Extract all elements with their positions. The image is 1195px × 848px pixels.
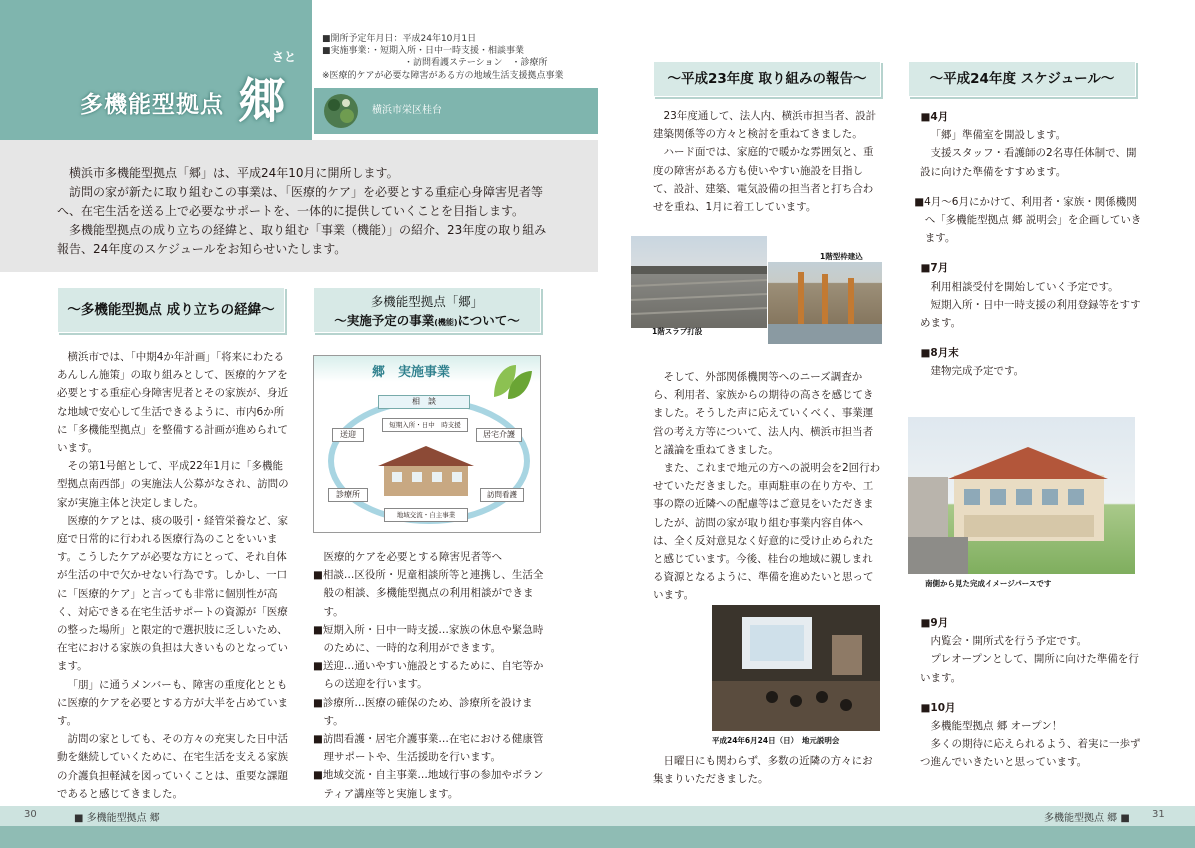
construction-photo-slab	[631, 236, 767, 328]
history-text	[57, 348, 289, 803]
meeting-photo-icon	[712, 605, 880, 731]
schedule-body: 多機能型拠点 郷 オープン！	[930, 720, 1063, 733]
info-opening-date: ■開所予定年月日：平成24年10月1日	[322, 34, 477, 44]
schedule-heading: ■4月～6月にかけて、利用者・家族・関係機関へ「多機能型拠点 郷 説明会」を企画していきます。	[914, 195, 1142, 245]
schedule-a	[910, 108, 1142, 381]
history-para: 医療的ケアとは、痰の吸引・経管栄養など、家庭で日常的に行われる医療行為のことをいいます。こうしたケアが必要な方にとって、それ自体が生活の中で欠かせない行為です。しかし、一口に「医療的ケア」と言っても非常に個別性が高く、対応できる在宅生活サポートの資源が「医療の整った場所」と限定的で選択肢に乏しいため、在宅における家族の負担は大きいものとなっています。	[57, 514, 288, 673]
services-heading-line2: ～実施予定の事業(機能)について～	[334, 313, 520, 328]
construction-photo-formwork	[768, 262, 882, 344]
page-title: 多機能型拠点	[80, 92, 224, 118]
construction-photo-slab-icon	[631, 236, 767, 328]
schedule-body: プレオープンとして、開所に向けた準備を行います。	[920, 653, 1139, 684]
photo-caption-slab: 1階スラブ打設	[652, 327, 703, 336]
construction-photo-formwork-icon	[768, 262, 882, 344]
schedule-body: 支援スタッフ・看護師の2名専任体制で、開設に向けた準備をすすめます。	[920, 147, 1137, 178]
schedule-heading: ■9月	[920, 617, 949, 629]
report-para: 23年度通して、法人内、横浜市担当者、設計建築関係等の方々と検討を重ねてきました。	[653, 110, 877, 141]
diagram-nursing: 訪問看護	[480, 488, 524, 502]
service-item: ■地域交流・自主事業…地域行事の参加やボランティア講座等と実施します。	[313, 769, 544, 800]
intro-text	[57, 164, 557, 259]
section-heading-report: ～平成23年度 取り組みの報告～	[653, 61, 881, 97]
info-services-cont: ・訪問看護ステーション ・診療所	[404, 58, 548, 68]
service-item: ■訪問看護・居宅介護事業…在宅における健康管理サポートや、生活援助を行います。	[313, 733, 544, 764]
diagram-title: 郷 実施事業	[372, 365, 451, 380]
title-ruby: さと	[272, 50, 297, 64]
building-render-icon	[908, 417, 1135, 574]
services-diagram	[313, 355, 541, 533]
schedule-heading: ■8月末	[920, 347, 959, 360]
history-para: その第1号館として、平成22年1月に「多機能型拠点南西部」の実施法人公募がなされ、訪問の家が実施主体と決定しました。	[57, 460, 289, 509]
meeting-caption: 平成24年6月24日（日） 地元説明会	[712, 736, 840, 745]
section-heading-history: ～多機能型拠点 成り立ちの経緯～	[57, 287, 285, 333]
report-text-b	[653, 368, 883, 605]
footer-title-left: ■ 多機能型拠点 郷	[74, 813, 160, 824]
diagram-short-stay: 短期入所・日中 時支援	[382, 418, 468, 432]
page-number-left: 30	[24, 809, 37, 820]
schedule-body: 「郷」準備室を開設します。	[930, 129, 1067, 142]
history-para: 「朋」に通うメンバーも、障害の重度化とともに医療的ケアを必要とする方が大半を占めています。	[57, 678, 288, 728]
history-para: 横浜市では、「中期4か年計画」「将来にわたるあんしん施策」の取り組みとして、医療的ケアを必要とする重症心身障害児者とその家族が、身近な地域で安心して生活できるように、市内6か所に「多機能型拠点」を整備する計画が進められています。	[57, 351, 288, 455]
diagram-home-care: 居宅介護	[476, 428, 522, 442]
building-icon	[378, 442, 474, 498]
report-text-c	[653, 752, 883, 788]
location-label: 横浜市栄区桂台	[372, 105, 442, 116]
intro-para: 訪問の家が新たに取り組むこの事業は、「医療的ケア」を必要とする重症心身障害児者等へ、在宅生活を送る上で必要なサポートを、一体的に提供していくことを目指します。	[57, 185, 544, 218]
building-render	[908, 417, 1135, 574]
report-para: ハード面では、家庭的で暖かな雰囲気と、重度の障害がある方も使いやすい施設を目指して、設計、建築、電気設備の担当者と打ち合わせを重ね、1月に着工しています。	[653, 146, 874, 214]
report-para: また、これまで地元の方への説明会を2回行わせていただきました。車両駐車の在り方や、工事の際の近隣への配慮等はご意見をいただきましたが、訪問の家が取り組む事業内容自体へは、全く反対意見なく好意的に受け止められたと感じています。今後、桂台の地域に親しまれる資源となるように、準備を進めたいと思っています。	[653, 462, 881, 602]
schedule-body: 短期入所・日中一時支援の利用登録等をすすめます。	[920, 298, 1141, 330]
diagram-community: 地域交流・自主事業	[384, 508, 468, 522]
meeting-photo	[712, 605, 880, 731]
schedule-heading: ■7月	[920, 262, 949, 275]
schedule-body: 利用相談受付を開始していく予定です。	[930, 280, 1119, 293]
services-lead: 医療的ケアを必要とする障害児者等へ	[323, 551, 502, 563]
service-item: ■診療所…医療の確保のため、診療所を設けます。	[313, 696, 533, 727]
photo-caption-formwork: 1階型枠建込	[820, 252, 863, 261]
render-caption: 南側から見た完成イメージパースです	[925, 579, 1052, 588]
service-item: ■送迎…通いやすい施設とするために、自宅等からの送迎を行います。	[313, 660, 544, 691]
report-para: 日曜日にも関わらず、多数の近隣の方々にお集まりいただきました。	[653, 755, 873, 786]
report-text-a	[653, 107, 883, 216]
footer-title-right: 多機能型拠点 郷 ■	[1044, 813, 1130, 824]
schedule-body: 多くの期待に応えられるよう、着実に一歩ずつ進んでいきたいと思っています。	[920, 738, 1141, 769]
diagram-clinic: 診療所	[328, 488, 368, 502]
schedule-b	[910, 614, 1142, 772]
schedule-body: 建物完成予定です。	[930, 365, 1025, 378]
report-para: そして、外部関係機関等へのニーズ調査から、利用者、家族からの期待の高さを感じてきました。そうした声に応えていくべく、事業運営の考え方等について、法人内、横浜市担当者と議論を重ねてきました。	[653, 371, 874, 456]
service-item: ■相談…区役所・児童相談所等と連携し、生活全般の相談、多機能型拠点の利用相談ができます。	[313, 569, 544, 618]
intro-para: 多機能型拠点の成り立ちの経緯と、取り組む「事業（機能）」の紹介、23年度の取り組み報告、24年度のスケジュールをお知らせいたします。	[57, 223, 547, 256]
service-item: ■短期入所・日中一時支援…家族の休息や緊急時のために、一時的な利用ができます。	[313, 623, 544, 655]
info-note: ※医療的ケアが必要な障害がある方の地域生活支援拠点事業	[322, 71, 564, 81]
services-heading-line1: 多機能型拠点「郷」	[370, 294, 484, 309]
intro-para: 横浜市多機能型拠点「郷」は、平成24年10月に開所します。	[69, 166, 399, 180]
schedule-heading: ■10月	[920, 701, 956, 714]
section-heading-schedule: ～平成24年度 スケジュール～	[908, 61, 1136, 97]
footer-bottom-band	[0, 826, 1195, 848]
info-services: ■実施事業：・短期入所・日中一時支援・相談事業	[322, 46, 525, 56]
diagram-transport: 送迎	[332, 428, 364, 442]
page-title-kanji: 郷	[238, 73, 287, 129]
leaf-logo-icon	[318, 91, 364, 131]
section-heading-services	[313, 287, 541, 333]
services-list	[313, 548, 549, 803]
footer-band	[0, 806, 1195, 826]
schedule-heading: ■4月	[920, 111, 949, 123]
page-number-right: 31	[1152, 809, 1165, 820]
schedule-body: 内覧会・開所式を行う予定です。	[930, 635, 1088, 648]
diagram-consult: 相 談	[378, 395, 470, 409]
history-para: 訪問の家としても、その方々の充実した日中活動を継続していくために、在宅生活を支える家族の介護負担軽減を図っていくことは、重要な課題であると感じてきました。	[57, 733, 288, 800]
